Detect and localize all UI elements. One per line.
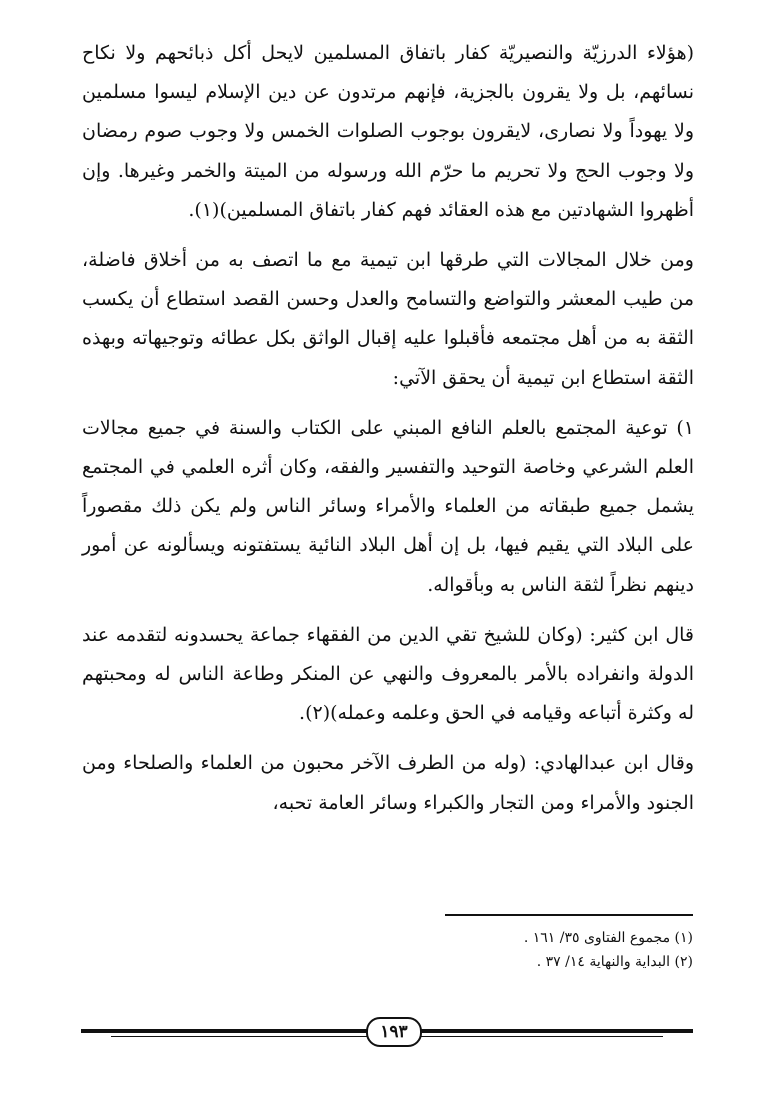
footnotes	[393, 926, 693, 974]
main-text	[82, 34, 694, 834]
paragraph-druze-nusayri-ruling: (هؤلاء الدرزيّة والنصيريّة كفار باتفاق المسلمين لايحل أكل ذبائحهم ولا نكاح نسائهم، بل ولا يقرون بالجزية، فإنهم مرتدون عن دين الإسلام ليسوا مسلمين ولا يهوداً ولا نصارى، لايقرون بوجوب الصلوات الخمس ولا وجوب صوم رمضان ولا وجوب الحج ولا تحريم ما حرّم الله ورسوله من الميتة والخمر وغيرها. وإن أظهروا الشهادتين مع هذه العقائد فهم كفار باتفاق المسلمين)(١).	[82, 42, 694, 221]
paragraph-educating-society: ١) توعية المجتمع بالعلم النافع المبني على الكتاب والسنة في جميع مجالات العلم الشرعي وخاصة التوحيد والتفسير والفقه، وكان أثره العلمي في المجتمع يشمل جميع طبقاته من العلماء والأمراء وسائر الناس ولم يكن ذلك مقصوراً على البلاد التي يقيم فيها، بل إن أهل البلاد النائية يستفتونه ويسألونه عن أمور دينهم نظراً لثقة الناس به وبأقواله.	[82, 416, 694, 596]
footnote-divider	[445, 914, 693, 916]
footnote-1: (١) مجموع الفتاوى ٣٥/ ١٦١ .	[523, 930, 693, 946]
paragraph-ibn-kathir-quote: قال ابن كثير: (وكان للشيخ تقي الدين من الفقهاء جماعة يحسدونه لتقدمه عند الدولة وانفراده بالأمر بالمعروف والنهي عن المنكر وطاعة الناس له ومحبتهم له وكثرة أتباعه وقيامه في الحق وعلمه وعمله)(٢).	[82, 623, 694, 725]
footnote-2: (٢) البداية والنهاية ١٤/ ٣٧ .	[536, 954, 693, 970]
page-number: ١٩٣	[366, 1017, 422, 1047]
paragraph-trust-of-society: ومن خلال المجالات التي طرقها ابن تيمية مع ما اتصف به من أخلاق فاضلة، من طيب المعشر والتواضع والتسامح والعدل وحسن القصد استطاع أن يكسب الثقة به من أهل مجتمعه فأقبلوا عليه إقبال الواثق بكل عطائه وتوجيهاته وبهذه الثقة استطاع ابن تيمية أن يحقق الآتي:	[82, 249, 694, 389]
paragraph-ibn-abdulhadi-quote: وقال ابن عبدالهادي: (وله من الطرف الآخر محبون من العلماء والصلحاء ومن الجنود والأمراء ومن التجار والكبراء وسائر العامة تحبه،	[82, 752, 694, 814]
